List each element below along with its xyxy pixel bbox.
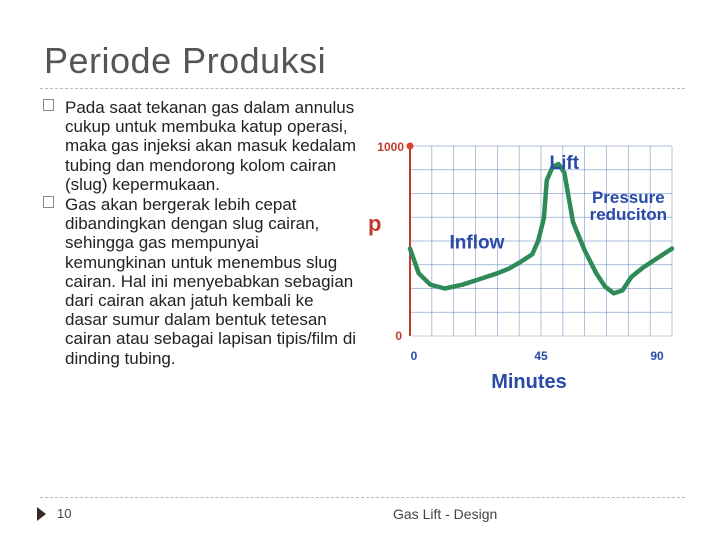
x-tick-label: 45	[534, 349, 548, 363]
y-axis-label: p	[368, 211, 382, 236]
bullet-item	[42, 98, 360, 194]
footer-divider	[40, 497, 685, 498]
checkbox-bullet-icon	[43, 99, 54, 111]
annotation-label: Pressure	[591, 188, 665, 207]
chart-svg	[360, 128, 680, 398]
bullet-text: Gas akan bergerak lebih cepat dibandingkan dengan slug cairan, sehingga gas mempunyai kemungkinan untuk menembus slug cairan. Hal ini menyebabkan sebagian dari cairan akan jatuh kembali ke dasar sumur dalam bentuk tetesan cairan atau sebagai lapisan tipis/film di dinding tubing.	[65, 195, 357, 368]
bullet-list	[42, 98, 360, 369]
title-divider	[40, 88, 685, 89]
annotation-label: Lift	[549, 152, 580, 174]
bullet-item	[42, 195, 360, 368]
annotation-label: Inflow	[449, 232, 505, 254]
slide-number-arrow-icon	[37, 507, 46, 521]
x-axis-label: Minutes	[491, 371, 567, 393]
annotation-label: reduciton	[589, 205, 668, 224]
y-axis-top-marker	[407, 143, 414, 150]
slide-title: Periode Produksi	[44, 40, 327, 81]
x-tick-label: 90	[650, 349, 664, 363]
footer-text: Gas Lift - Design	[393, 506, 498, 522]
x-tick-label: 0	[410, 349, 418, 363]
checkbox-bullet-icon	[43, 196, 54, 208]
y-tick-label: 1000	[377, 140, 404, 154]
pressure-chart	[360, 128, 680, 398]
slide-number: 10	[57, 506, 72, 521]
y-tick-label: 0	[395, 329, 402, 343]
bullet-text: Pada saat tekanan gas dalam annulus cukup untuk membuka katup operasi, maka gas injeksi akan masuk kedalam tubing dan mendorong kolom cairan (slug) kepermukaan.	[65, 98, 357, 194]
